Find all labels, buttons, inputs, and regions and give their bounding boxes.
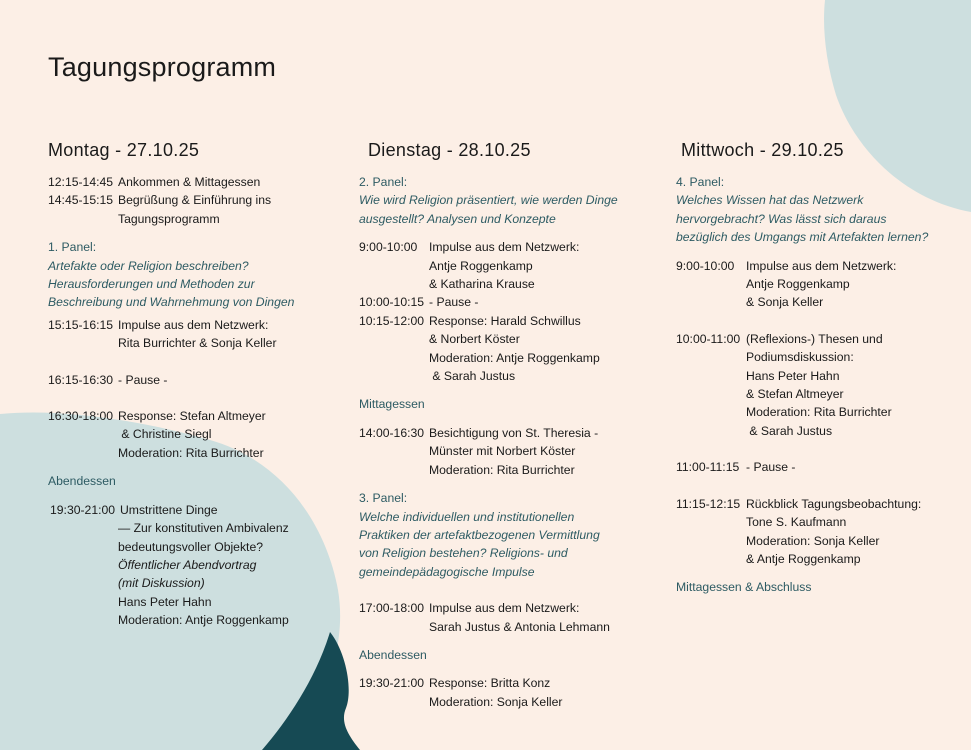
schedule-item [676,458,928,476]
time: 10:00-11:00 [676,331,741,346]
description: & Antje Roggenkamp [746,551,861,566]
time: 10:00-10:15 [359,295,425,310]
description: Hans Peter Hahn [746,368,840,383]
description: Podiumsdiskussion: [746,350,854,365]
description: Münster mit Norbert Köster [429,444,576,459]
time: 16:15-16:30 [48,372,114,387]
meal-label: Abendessen [48,474,116,489]
description: - Pause - [429,295,479,310]
description: Umstrittene Dinge [120,502,218,517]
time: 19:30-21:00 [50,502,116,517]
time: 16:30-18:00 [48,409,114,424]
schedule-item [359,238,618,256]
meal-label: Abendessen [359,647,427,662]
time: 9:00-10:00 [359,240,418,255]
description: Begrüßung & Einführung ins [118,193,272,208]
panel-question: Herausforderungen und Methoden zur [48,277,255,292]
monday-heading: Montag - 27.10.25 [48,140,200,160]
description: Impulse aus dem Netzwerk: [118,317,269,332]
schedule-item [359,312,618,330]
description: (mit Diskussion) [118,576,205,591]
time: 14:00-16:30 [359,425,425,440]
description: Moderation: Antje Roggenkamp [429,350,600,365]
description: Moderation: Rita Burrichter [118,445,264,460]
panel-question: Artefakte oder Religion beschreiben? [48,258,249,273]
time: 15:15-16:15 [48,317,114,332]
time: 11:00-11:15 [676,460,740,475]
panel-label: 3. Panel: [359,491,408,506]
tuesday-column [359,140,618,711]
description: & Sarah Justus [746,423,833,438]
schedule-item [50,501,294,519]
description: - Pause - [746,460,796,475]
wednesday-column [676,140,928,597]
description: Rückblick Tagungsbeobachtung: [746,496,922,511]
schedule-item [48,407,294,425]
schedule-item [676,257,928,275]
description: Moderation: Sonja Keller [429,694,563,709]
description: Moderation: Rita Burrichter [429,462,575,477]
description: & Sonja Keller [746,295,824,310]
description: - Pause - [118,372,168,387]
description: Response: Harald Schwillus [429,313,581,328]
wednesday-heading: Mittwoch - 29.10.25 [681,140,844,160]
description: & Norbert Köster [429,332,520,347]
schedule-item [359,599,618,617]
schedule-item [676,330,928,348]
meal-label: Mittagessen & Abschluss [676,580,812,595]
description: Sarah Justus & Antonia Lehmann [429,619,610,634]
panel-label: 1. Panel: [48,240,97,255]
description: Moderation: Sonja Keller [746,533,880,548]
description: — Zur konstitutiven Ambivalenz [118,521,289,536]
schedule-item [48,316,294,334]
description: Response: Britta Konz [429,676,551,691]
description: Tone S. Kaufmann [746,515,847,530]
description: Response: Stefan Altmeyer [118,409,266,424]
time: 9:00-10:00 [676,258,735,273]
panel-question: Wie wird Religion präsentiert, wie werden Dinge [359,193,618,208]
time: 17:00-18:00 [359,601,425,616]
description: Impulse aus dem Netzwerk: [746,258,897,273]
description: & Sarah Justus [429,369,516,384]
description: Impulse aus dem Netzwerk: [429,240,580,255]
time: 10:15-12:00 [359,313,425,328]
description: Antje Roggenkamp [429,258,533,273]
description: & Stefan Altmeyer [746,387,844,402]
description: bedeutungsvoller Objekte? [118,539,263,554]
time: 19:30-21:00 [359,676,425,691]
description: Moderation: Rita Burrichter [746,405,892,420]
schedule-item [359,674,618,692]
time: 11:15-12:15 [676,496,741,511]
monday-column [48,140,294,630]
panel-question: von Religion bestehen? Religions- und [359,546,568,561]
description: Rita Burrichter & Sonja Keller [118,336,277,351]
schedule-item [48,191,294,209]
description: Besichtigung von St. Theresia - [429,425,599,440]
description: Impulse aus dem Netzwerk: [429,601,580,616]
schedule-item [48,371,294,389]
time: 12:15-14:45 [48,175,114,189]
schedule-item [359,293,618,311]
time: 14:45-15:15 [48,193,114,208]
panel-question: gemeindepädagogische Impulse [359,564,535,579]
panel-question: Praktiken der artefaktbezogenen Vermittlung [359,527,600,542]
panel-question: Beschreibung und Wahrnehmung von Dingen [48,295,295,310]
description: Ankommen & Mittagessen [118,175,261,189]
panel-question: ausgestellt? Analysen und Konzepte [359,211,556,226]
description: Antje Roggenkamp [746,277,850,292]
description: (Reflexions-) Thesen und [746,331,883,346]
description: & Katharina Krause [429,277,535,292]
schedule-item [359,424,618,442]
panel-question: Welches Wissen hat das Netzwerk [676,193,864,208]
description: Öffentlicher Abendvortrag [118,557,257,572]
panel-question: bezüglich des Umgangs mit Artefakten lernen? [676,230,929,245]
meal-label: Mittagessen [359,397,425,412]
panel-question: hervorgebracht? Was lässt sich daraus [676,211,887,226]
page-title: Tagungsprogramm [48,52,277,82]
panel-label: 2. Panel: [359,175,408,189]
tuesday-heading: Dienstag - 28.10.25 [368,140,531,160]
schedule-item [676,495,928,513]
description: Moderation: Antje Roggenkamp [118,613,289,628]
schedule-item [48,173,294,191]
description: & Christine Siegl [118,427,212,442]
panel-label: 4. Panel: [676,175,725,189]
panel-question: Welche individuellen und institutionellen [359,509,575,524]
description: Hans Peter Hahn [118,594,212,609]
description: Tagungsprogramm [118,211,220,226]
